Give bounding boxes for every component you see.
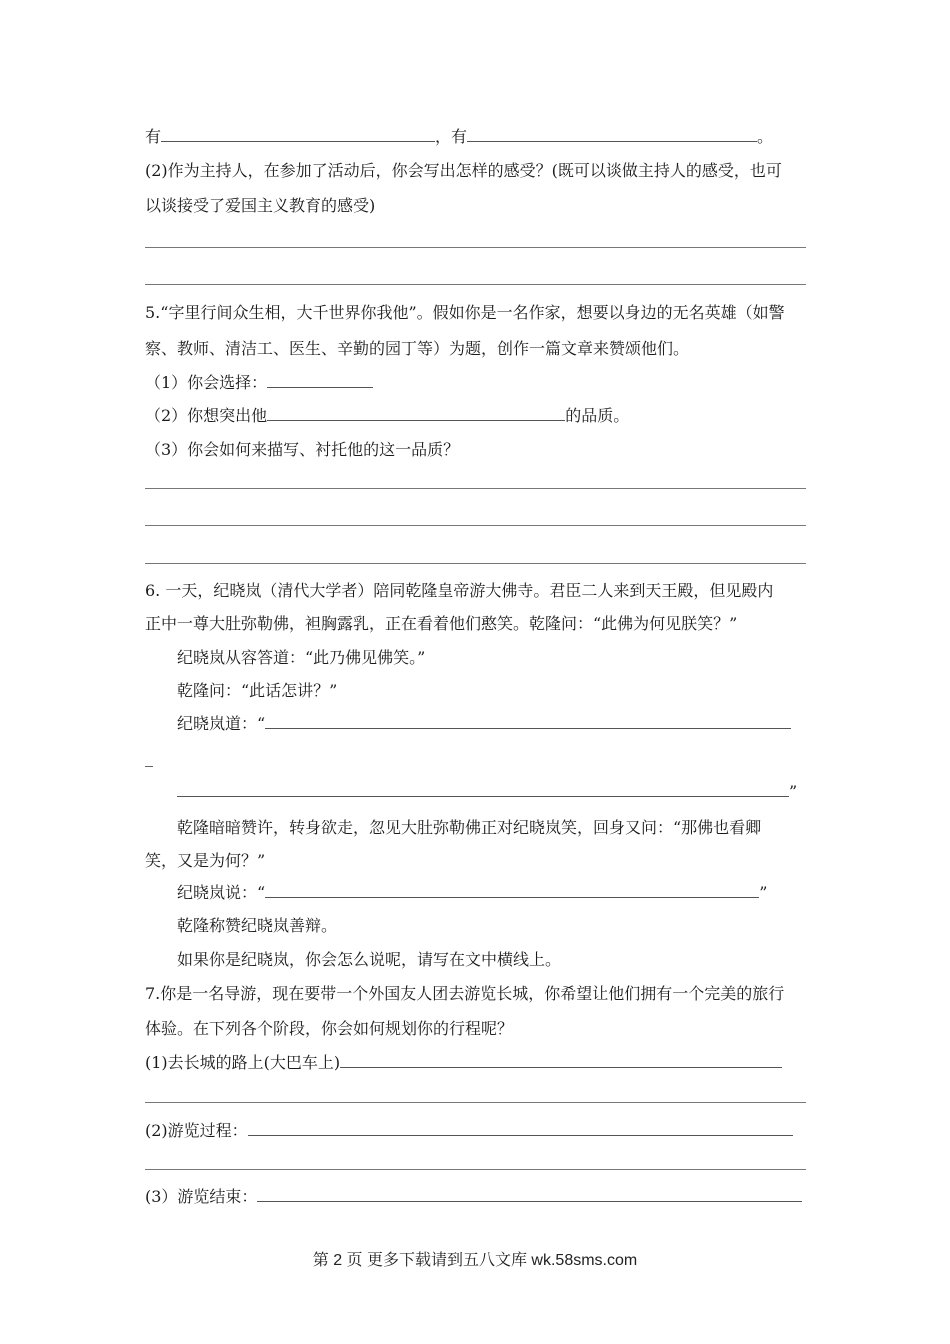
q5-sub2 <box>145 406 805 426</box>
q7-sub3-label: (3）游览结束： <box>145 1187 258 1206</box>
answer-blank[interactable] <box>248 1121 793 1136</box>
q5-sub1 <box>145 373 805 393</box>
q6-para3-label: 纪晓岚道：“ <box>177 714 266 733</box>
q7-stem-line1: 7.你是一名导游，现在要带一个外国友人团去游览长城，你希望让他们拥有一个完美的旅行 <box>145 984 785 1003</box>
q5-sub2-label: （2）你想突出他 <box>145 406 268 425</box>
q6-para6: 乾隆称赞纪晓岚善辩。 <box>177 916 338 935</box>
page-footer: 第 2 页 更多下载请到五八文库 wk.58sms.com <box>312 1252 638 1269</box>
q6-para3 <box>177 714 806 734</box>
q5-sub2-tail: 的品质。 <box>565 406 630 425</box>
answer-line[interactable] <box>145 247 806 248</box>
q7-sub1-label: (1)去长城的路上(大巴车上) <box>145 1053 341 1072</box>
answer-line[interactable] <box>145 525 806 526</box>
q6-stem-line1: 6. 一天，纪晓岚（清代大学者）陪同乾隆皇帝游大佛寺。君臣二人来到天王殿，但见殿内 <box>145 581 774 600</box>
answer-line[interactable] <box>145 488 806 489</box>
q5-stem-line2: 察、教师、清洁工、医生、辛勤的园丁等）为题，创作一篇文章来赞颂他们。 <box>145 339 690 358</box>
q6-para5 <box>177 883 805 903</box>
q5-sub3: （3）你会如何来描写、衬托他的这一品质？ <box>145 440 460 459</box>
q7-sub3 <box>145 1187 805 1207</box>
q5-stem-line1: 5.“字里行间众生相，大千世界你我他”。假如你是一名作家，想要以身边的无名英雄（如警 <box>145 303 785 322</box>
answer-blank[interactable] <box>177 782 789 797</box>
q4-sub2-line1: (2)作为主持人，在参加了活动后，你会写出怎样的感受？(既可以谈做主持人的感受，也可 <box>145 161 782 180</box>
answer-blank[interactable] <box>161 127 435 142</box>
answer-blank[interactable] <box>265 714 791 729</box>
answer-line[interactable] <box>145 1102 806 1103</box>
answer-line[interactable] <box>145 563 806 564</box>
answer-blank[interactable] <box>467 127 757 142</box>
q4-line1 <box>145 127 805 147</box>
answer-blank[interactable] <box>265 883 759 898</box>
answer-blank[interactable] <box>257 1187 802 1202</box>
q6-para5-label: 纪晓岚说：“ <box>177 883 266 902</box>
q7-sub2 <box>145 1121 805 1141</box>
q7-sub1 <box>145 1053 805 1073</box>
q6-para1: 纪晓岚从容答道：“此乃佛见佛笑。” <box>177 648 426 667</box>
q4-sub2-line2: 以谈接受了爱国主义教育的感受) <box>145 196 376 215</box>
answer-blank[interactable] <box>267 373 373 388</box>
q4-text-b: ，有 <box>435 127 468 146</box>
answer-blank[interactable] <box>340 1053 782 1068</box>
answer-line[interactable] <box>145 1169 806 1170</box>
answer-blank[interactable] <box>267 406 565 421</box>
q6-para2: 乾隆问：“此话怎讲？” <box>177 681 338 700</box>
close-quote: ” <box>789 782 798 801</box>
q7-stem-line2: 体验。在下列各个阶段，你会如何规划你的行程呢？ <box>145 1019 514 1038</box>
q5-sub1-label: （1）你会选择： <box>145 373 268 392</box>
q6-para7: 如果你是纪晓岚，你会怎么说呢，请写在文中横线上。 <box>177 950 562 969</box>
answer-line[interactable] <box>145 284 806 285</box>
q6-para4-line2: 笑，又是为何？” <box>145 851 266 870</box>
close-quote: ” <box>759 883 768 902</box>
q4-text-c: 。 <box>757 127 774 146</box>
q6-para4-line1: 乾隆暗暗赞许，转身欲走，忽见大肚弥勒佛正对纪晓岚笑，回身又问：“那佛也看卿 <box>177 818 762 837</box>
q6-para3-cont <box>177 782 805 802</box>
q6-stem-line2: 正中一尊大肚弥勒佛，袒胸露乳，正在看着他们憨笑。乾隆问：“此佛为何见朕笑？” <box>145 614 738 633</box>
line-dash <box>145 766 153 767</box>
q4-text-a: 有 <box>145 127 162 146</box>
q7-sub2-label: (2)游览过程： <box>145 1121 248 1140</box>
